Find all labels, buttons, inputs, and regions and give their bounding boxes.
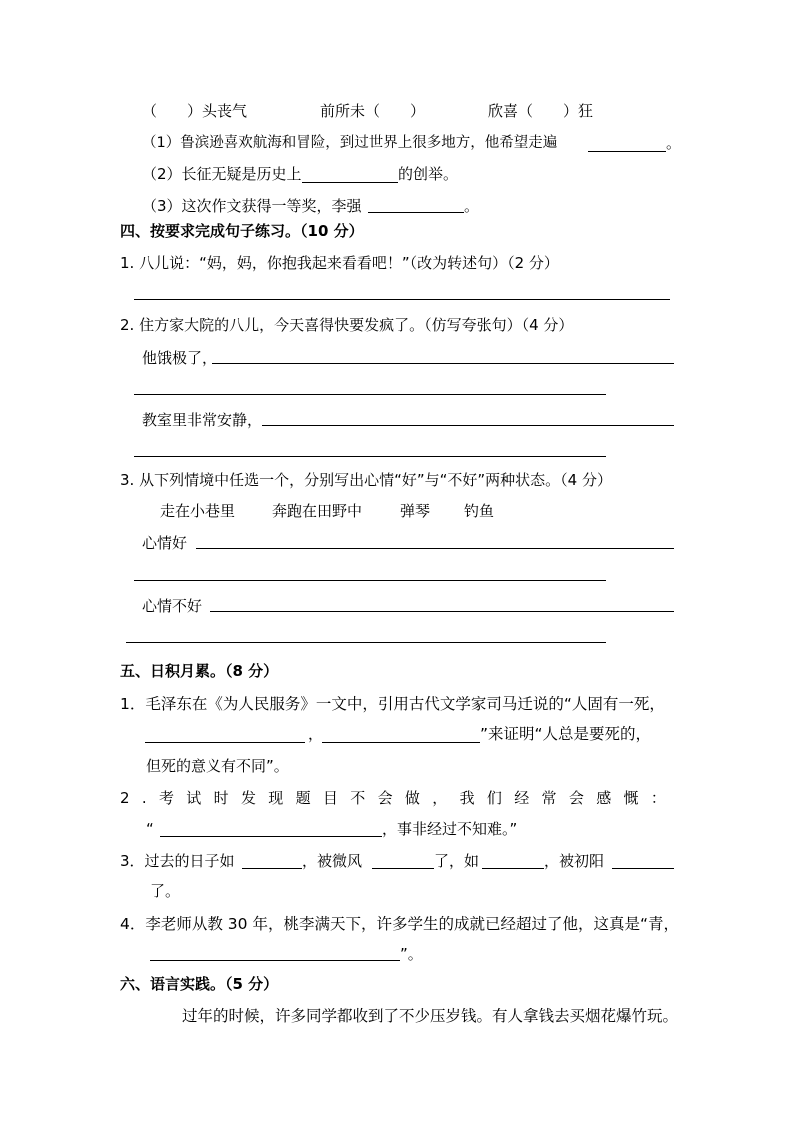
s4-q3-option: 走在小巷里 [160,502,236,520]
answer-blank[interactable] [160,836,382,837]
s4-question-3: 3. 从下列情境中任选一个，分别写出心情“好”与“不好”两种状态。（4 分） [120,471,612,489]
answer-blank[interactable] [150,960,400,961]
s6-paragraph: 过年的时候，许多同学都收到了不少压岁钱。有人拿钱去买烟花爆竹玩。 [182,1007,679,1025]
answer-line[interactable] [134,394,606,395]
s5-q1-tail: ”来证明“人总是要死的， [480,725,652,743]
answer-blank[interactable] [372,868,434,869]
s5-q2-tail: ，事非经过不知难。” [382,820,518,838]
s4-q2-prompt-a: 他饿极了， [142,349,218,367]
answer-blank[interactable] [588,151,666,152]
answer-blank[interactable] [145,742,305,743]
answer-blank[interactable] [368,212,464,213]
answer-blank[interactable] [302,182,398,183]
s4-q3-option: 奔跑在田野中 [272,502,363,520]
answer-line[interactable] [134,580,606,581]
s4-question-2: 2. 住方家大院的八儿，今天喜得快要发疯了。（仿写夸张句）（4 分） [120,316,574,334]
s5-q1-comma: ， [308,725,324,743]
idiom-item-3: 欣喜（ ）狂 [488,102,594,120]
answer-blank[interactable] [612,868,674,869]
section-4-title: 四、按要求完成句子练习。（10 分） [120,222,364,240]
s5-q1-line3: 但死的意义有不同”。 [146,757,289,775]
s4-question-1: 1. 八儿说：“妈，妈，你抱我起来看看吧！”（改为转述句）（2 分） [120,254,559,272]
answer-blank[interactable] [322,742,480,743]
answer-line[interactable] [134,299,670,300]
idiom-item-1: （ ）头丧气 [142,102,248,120]
answer-line[interactable] [262,425,674,426]
section-5-title: 五、日积月累。（8 分） [120,662,279,680]
fill-sentence-2-end: 的创举。 [398,165,459,183]
fill-sentence-3: （3）这次作文获得一等奖，李强 [142,197,362,215]
s4-q3-prompt-bad: 心情不好 [142,597,203,615]
s5-q3-part-1: 3．过去的日子如 [120,852,235,870]
s5-q4-tail: ”。 [400,945,423,963]
answer-line[interactable] [212,363,674,364]
fill-sentence-3-end: 。 [464,197,480,215]
s5-q3-part-2: ，被微风 [302,852,363,870]
answer-blank[interactable] [242,868,302,869]
s5-q3-line2: 了。 [150,882,181,900]
fill-sentence-1-end: 。 [666,134,682,152]
fill-sentence-2: （2）长征无疑是历史上 [142,165,302,183]
s5-question-1: 1．毛泽东在《为人民服务》一文中，引用古代文学家司马迁说的“人固有一死， [120,695,665,713]
answer-blank[interactable] [482,868,544,869]
s4-q3-prompt-good: 心情好 [142,534,188,552]
answer-line[interactable] [210,611,674,612]
s4-q2-prompt-b: 教室里非常安静， [142,411,263,429]
fill-sentence-1: （1）鲁滨逊喜欢航海和冒险，到过世界上很多地方，他希望走遍 [142,135,558,151]
s5-q3-part-4: ，被初阳 [544,852,605,870]
answer-line[interactable] [196,548,674,549]
s5-q3-part-3: 了，如 [434,852,480,870]
answer-line[interactable] [134,456,606,457]
answer-line[interactable] [126,642,606,643]
idiom-item-2: 前所未（ ） [320,102,426,120]
s4-q3-option: 弹琴 [400,502,431,520]
s5-question-4: 4．李老师从教 30 年，桃李满天下，许多学生的成就已经超过了他，这真是“青， [120,915,679,933]
s5-question-2: 2 . 考 试 时 发 现 题 目 不 会 做 ， 我 们 经 常 会 感 慨 ： [120,789,666,807]
s5-q2-open-quote: “ [146,820,154,838]
s4-q3-option: 钓鱼 [464,502,495,520]
section-6-title: 六、语言实践。（5 分） [120,975,279,993]
